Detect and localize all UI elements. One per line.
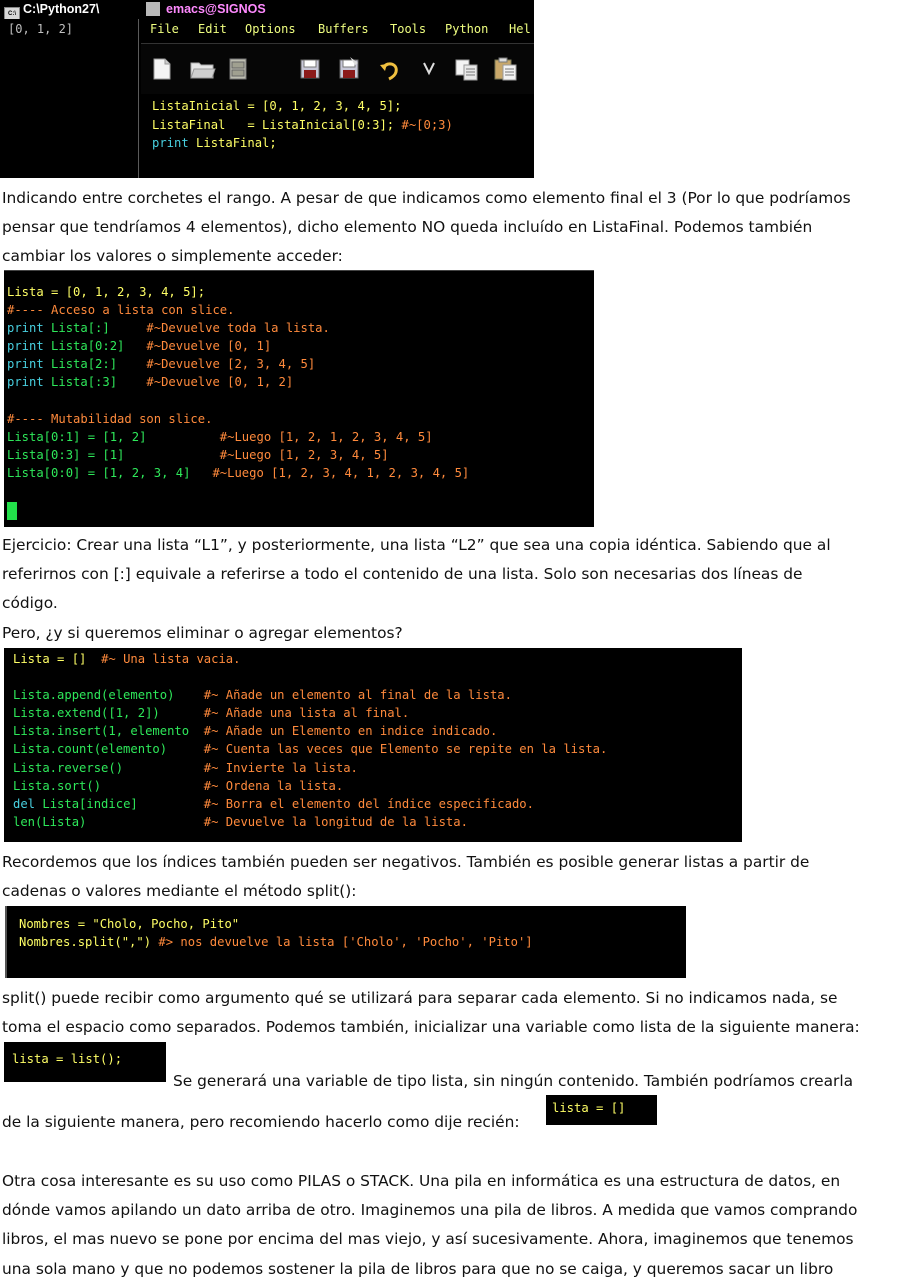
code-token: Lista = [0, 1, 2, 3, 4, 5]; [7,285,206,299]
menu-buffers[interactable]: Buffers [318,22,369,36]
code-token: Lista.append(elemento) [13,688,204,702]
cmd-output: [0, 1, 2] [8,22,74,36]
code-token: #~Luego [1, 2, 3, 4, 1, 2, 3, 4, 5] [212,466,470,480]
code-line [13,686,512,704]
code-token: print [7,339,44,353]
code-token: #~Luego [1, 2, 3, 4, 5] [219,448,389,462]
code-token: #~ Borra el elemento del índice especificado. [203,797,534,811]
text-line: cambiar los valores o simplemente acceder: [2,247,343,266]
emacs-titlebar [141,0,534,19]
code-line [13,759,358,777]
new-file-icon[interactable] [151,57,173,81]
code-token: Lista[:] [43,321,147,335]
code-token: Nombres.split(",") [19,935,159,949]
code-token: #~Devuelve [2, 3, 4, 5] [146,357,316,371]
menu-python[interactable]: Python [445,22,489,36]
code-screenshot-methods [4,648,742,842]
menu-tools[interactable]: Tools [390,22,427,36]
code-token: #~ Ordena la lista. [203,779,344,793]
code-token: ListaInicial = [0, 1, 2, 3, 4, 5]; [152,99,402,113]
emacs-menubar [141,19,534,44]
code-line [7,355,315,373]
code-token: Lista[0:1] = [1, 2] [7,430,220,444]
code-token: Lista[:3] [43,375,147,389]
code-line [13,704,409,722]
code-token: #~Luego [1, 2, 1, 2, 3, 4, 5] [219,430,433,444]
copy-icon[interactable] [454,57,480,81]
code-token: #---- Mutabilidad son slice. [7,412,213,426]
code-token: #~ Invierte la lista. [203,761,358,775]
code-screenshot-split [5,906,686,978]
code-token: print [7,357,44,371]
code-token: print [152,136,189,150]
code-line: lista = [] [552,1101,626,1115]
text-line: Pero, ¿y si queremos eliminar o agregar elementos? [2,623,403,642]
code-line [7,319,330,337]
text-cursor [7,502,17,520]
text-line: de la siguiente manera, pero recomiendo hacerlo como dije recién: [2,1113,520,1131]
code-line [152,97,401,115]
text-line: Recordemos que los índices también pueden ser negativos. También es posible generar listas a partir de [2,853,810,871]
menu-options[interactable]: Options [245,22,296,36]
code-token: #---- Acceso a lista con slice. [7,303,235,317]
code-token: Lista.extend([1, 2]) [13,706,204,720]
code-line [152,134,277,152]
code-line [152,116,453,134]
code-line [7,301,234,319]
undo-icon[interactable] [378,57,400,81]
text-line: toma el espacio como separados. Podemos también, inicializar una variable como lista de la siguiente manera: [2,1018,860,1037]
emacs-code-buffer[interactable] [141,94,534,178]
code-line [7,373,293,391]
code-line [13,650,240,668]
text-line: dónde vamos apilando un dato arriba de otro. Imaginemos una pila de libros. A medida que vamos comprando [2,1201,858,1220]
code-token: #~ Devuelve la longitud de la lista. [203,815,468,829]
emacs-title-text: emacs@SIGNOS [166,2,266,16]
open-folder-icon[interactable] [189,57,217,81]
text-line: Se generará una variable de tipo lista, sin ningún contenido. También podríamos crearla [173,1072,854,1090]
python-emacs-screenshot [0,0,534,178]
text-line: una sola mano y que no podemos sostener la pila de libros para que no se caiga, y queremos sacar un libro [2,1259,834,1278]
code-token: Lista[indice] [35,797,204,811]
code-token: #~Devuelve toda la lista. [146,321,330,335]
code-token: print [7,375,44,389]
code-screenshot-list-literal [546,1095,657,1125]
code-line [13,813,468,831]
code-token: Lista.insert(1, elemento [13,724,204,738]
code-line: lista = list(); [12,1052,123,1066]
code-token: Lista = [] [13,652,102,666]
save-icon[interactable] [299,57,321,81]
paragraph-split-argument [2,984,902,1042]
code-line [7,283,205,301]
text-line: referirnos con [:] equivale a referirse a todo el contenido de una lista. Solo son necesarias dos líneas de [2,565,803,584]
code-line [7,337,271,355]
paragraph-negative-indices [2,848,902,906]
code-screenshot-list-function [4,1042,166,1082]
code-token: #~ Cuenta las veces que Elemento se repite en la lista. [203,742,608,756]
code-token: #~ Una lista vacia. [101,652,241,666]
code-token: #~Devuelve [0, 1, 2] [146,375,294,389]
code-token: #~[0;3) [401,118,453,132]
menu-edit[interactable]: Edit [198,22,227,36]
cmd-window-body [0,19,139,178]
code-token: Lista.reverse() [13,761,204,775]
code-token: Lista.sort() [13,779,204,793]
emacs-toolbar [141,44,534,94]
code-token: #~ Añade una lista al final. [203,706,410,720]
text-line: cadenas o valores mediante el método split(): [2,882,357,901]
code-token: ListaFinal; [188,136,277,150]
menu-file[interactable]: File [150,22,179,36]
code-token: print [7,321,44,335]
code-line [7,446,389,464]
code-token: #~ Añade un Elemento en indice indicado. [203,724,498,738]
cabinet-icon[interactable] [227,57,249,81]
cmd-title-text: C:\Python27\ [23,2,100,16]
code-token: Lista[0:0] = [1, 2, 3, 4] [7,466,213,480]
text-line: Otra cosa interesante es su uso como PILAS o STACK. Una pila en informática es una estructura de datos, en [2,1172,841,1190]
code-screenshot-slice [4,270,594,527]
text-line: libros, el mas nuevo se pone por encima del mas viejo, y así sucesivamente. Ahora, imaginemos que tenemos [2,1230,854,1249]
cmd-icon: C:\ [4,7,20,19]
code-token: Lista[0:2] [43,339,147,353]
save-as-icon[interactable] [338,57,360,81]
code-token: Lista[0:3] = [1] [7,448,220,462]
cut-icon[interactable] [418,57,440,81]
paragraph-slice-intro [2,184,902,272]
text-line: split() puede recibir como argumento qué se utilizará para separar cada elemento. Si no indicamos nada, se [2,989,838,1007]
code-line [7,464,469,482]
code-line [7,428,433,446]
text-line: Indicando entre corchetes el rango. A pesar de que indicamos como elemento final el 3 (Por lo que podríamos [2,189,851,207]
paste-icon[interactable] [493,57,519,81]
code-token: #~ Añade un elemento al final de la lista. [203,688,512,702]
paragraph-exercise [2,531,902,648]
code-line [19,915,239,933]
code-token: #> nos devuelve la lista ['Cholo', 'Pocho', 'Pito'] [158,935,533,949]
code-token: Lista.count(elemento) [13,742,204,756]
code-line [19,933,533,951]
code-token: #~Devuelve [0, 1] [146,339,272,353]
code-line [13,795,534,813]
code-line [13,777,343,795]
code-token: Lista[2:] [43,357,147,371]
code-token: del [13,797,36,811]
text-line: pensar que tendríamos 4 elementos), dicho elemento NO queda incluído en ListaFinal. Podemos también [2,218,813,237]
text-line: Ejercicio: Crear una lista “L1”, y posteriormente, una lista “L2” que sea una copia idéntica. Sabiendo que al [2,536,831,554]
code-token: Nombres = "Cholo, Pocho, Pito" [19,917,240,931]
cmd-window-titlebar [0,0,138,19]
paragraph-stack [2,1167,902,1284]
code-line [13,722,497,740]
emacs-icon [146,2,160,16]
code-line [7,410,212,428]
code-line [13,740,607,758]
menu-help[interactable]: Hel [509,22,531,36]
code-token: len(Lista) [13,815,204,829]
text-line: código. [2,594,58,613]
code-token: ListaFinal = ListaInicial[0:3]; [152,118,402,132]
